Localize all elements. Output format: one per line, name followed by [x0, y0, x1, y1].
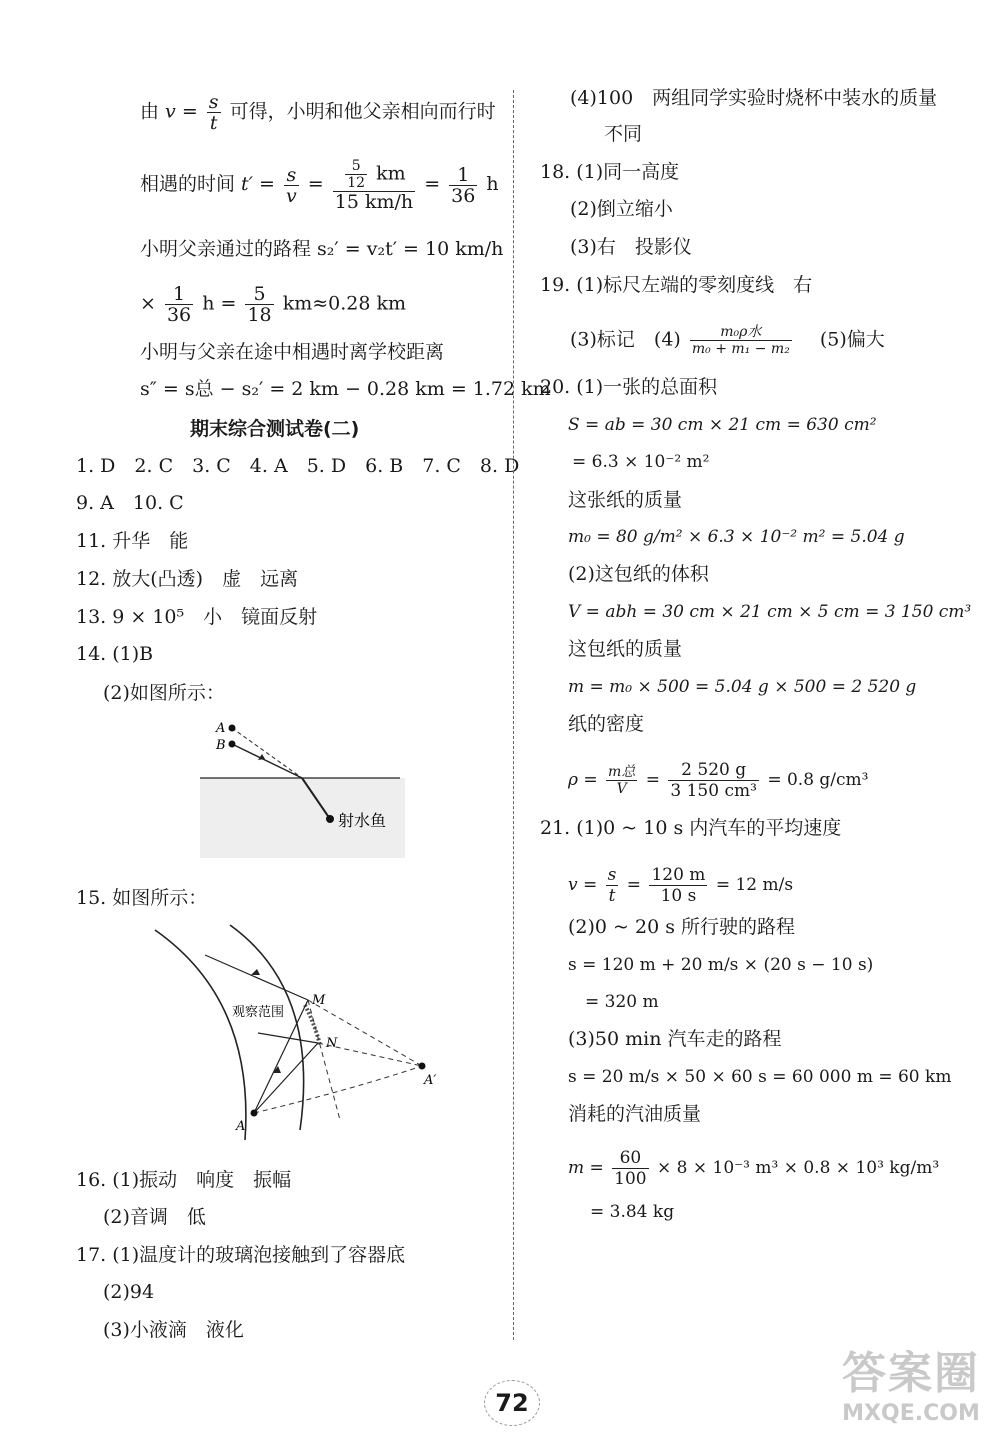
q20-3: = 6.3 × 10⁻² m²: [572, 452, 710, 472]
q20-2: S = ab = 30 cm × 21 cm = 630 cm²: [568, 415, 877, 435]
l2: 相遇的时间 t′ = $\frac{s}{v}$ = $\frac{5}{12}$ km 15 km/h = $\frac{1}{36}$ h: [140, 158, 499, 213]
q19-1: 19. (1)标尺左端的零刻度线 右: [540, 274, 813, 296]
q17-3: (3)小液滴 液化: [103, 1319, 244, 1341]
label-n: N: [326, 1036, 338, 1051]
label-b: B: [216, 738, 226, 753]
r1: (4)100 两组同学实验时烧杯中装水的质量: [570, 87, 938, 109]
l1: 由 v = $\frac{s}{t}$ 可得，小明和他父亲相向而行时: [140, 91, 496, 134]
symmetry-dashed-curve: [254, 1066, 422, 1113]
l6: s″ = s总 − s₂′ = 2 km − 0.28 km = 1.72 km: [140, 378, 551, 400]
q19-2: (3)标记 (4) $\frac{\text{m₀ρ水}}{\text{m₀ + m₁ − m₂}}$ (5)偏大: [570, 324, 885, 357]
q17-1: 17. (1)温度计的玻璃泡接触到了容器底: [76, 1244, 406, 1266]
label-m: M: [312, 993, 326, 1008]
q11: 11. 升华 能: [76, 530, 189, 552]
observation-range-hatch: [305, 1005, 320, 1045]
point-a-prime: [419, 1063, 426, 1070]
answers-1-8: 1. D 2. C 3. C 4. A 5. D 6. B 7. C 8. D: [76, 455, 520, 477]
q21-9: m = $\frac{60}{100}$ × 8 × 10⁻³ m³ × 0.8 × 10³ kg/m³: [568, 1148, 940, 1189]
point-b: [229, 741, 236, 748]
q20-1: 20. (1)一张的总面积: [540, 376, 718, 398]
figure-14-diagram: [190, 712, 410, 862]
q21-3: (2)0 ~ 20 s 所行驶的路程: [568, 916, 796, 938]
l5: 小明与父亲在途中相遇时离学校距离: [140, 341, 445, 363]
normal-dashed-line: [308, 1000, 340, 1120]
q20-7: V = abh = 30 cm × 21 cm × 5 cm = 3 150 cm³: [568, 602, 972, 622]
l3: 小明父亲通过的路程 s₂′ = v₂t′ = 10 km/h: [140, 238, 504, 260]
q18-3: (3)右 投影仪: [570, 236, 692, 258]
q18-1: 18. (1)同一高度: [540, 161, 680, 183]
virtual-line-m: [308, 1000, 422, 1066]
watermark-logo: [825, 1348, 997, 1438]
q20-11: ρ = $\frac{\text{m总}}{V}$ = $\frac{2 520 g}{\text{3 150 cm³}}$ = 0.8 g/cm³: [568, 760, 869, 801]
watermark-text: 答案圈: [842, 1348, 980, 1399]
fish-point: [326, 815, 334, 823]
label-a-prime: A′: [424, 1073, 437, 1088]
q21-6: (3)50 min 汽车走的路程: [568, 1028, 782, 1050]
virtual-ray-line: [232, 728, 302, 778]
answers-9-10: 9. A 10. C: [76, 492, 184, 514]
q12: 12. 放大(凸透) 虚 远离: [76, 568, 299, 590]
r2: 不同: [604, 123, 643, 145]
mirror-outer-curve: [155, 930, 246, 1140]
page-number: 72: [484, 1380, 540, 1426]
incident-ray-upper: [205, 955, 308, 1000]
label-a: A: [236, 1119, 246, 1134]
q20-9: m = m₀ × 500 = 5.04 g × 500 = 2 520 g: [568, 677, 917, 697]
label-observation-range: 观察范围: [232, 1005, 285, 1020]
q21-5: = 320 m: [585, 992, 659, 1012]
q21-4: s = 120 m + 20 m/s × (20 s − 10 s): [568, 955, 874, 975]
q15: 15. 如图所示：: [76, 887, 208, 909]
label-a: A: [216, 721, 226, 736]
q14-1: 14. (1)B: [76, 643, 154, 665]
column-divider: [513, 90, 514, 1340]
point-a: [251, 1110, 258, 1117]
q20-6: (2)这包纸的体积: [568, 563, 709, 585]
reflected-ray-lower: [254, 1043, 318, 1113]
q13: 13. 9 × 10⁵ 小 镜面反射: [76, 606, 318, 628]
q20-4: 这张纸的质量: [568, 489, 683, 511]
q18-2: (2)倒立缩小: [570, 198, 673, 220]
l4: × $\frac{1}{36}$ h = $\frac{5}{18}$ km≈0.28 km: [140, 283, 407, 326]
q21-2: v = $\frac{s}{t}$ = $\frac{120 m}{10 s}$ = 12 m/s: [568, 865, 794, 906]
figure-15-diagram: [150, 920, 450, 1145]
label-fish: 射水鱼: [338, 811, 387, 830]
q17-2: (2)94: [103, 1281, 155, 1303]
q21-1: 21. (1)0 ~ 10 s 内汽车的平均速度: [540, 817, 842, 839]
watermark-url: MXQE.COM: [842, 1401, 980, 1426]
incident-ray-line: [232, 744, 302, 778]
q21-10: = 3.84 kg: [590, 1202, 675, 1222]
q14-2: (2)如图所示：: [103, 682, 225, 704]
section-heading: 期末综合测试卷(二): [190, 418, 360, 440]
q20-5: m₀ = 80 g/m² × 6.3 × 10⁻² m² = 5.04 g: [568, 527, 905, 547]
q21-8: 消耗的汽油质量: [568, 1103, 702, 1125]
q20-8: 这包纸的质量: [568, 638, 683, 660]
arrow-icon: [251, 969, 260, 975]
q21-7: s = 20 m/s × 50 × 60 s = 60 000 m = 60 km: [568, 1067, 952, 1087]
q16-2: (2)音调 低: [103, 1206, 206, 1228]
q20-10: 纸的密度: [568, 713, 645, 735]
q16-1: 16. (1)振动 响度 振幅: [76, 1169, 292, 1191]
point-a: [229, 725, 236, 732]
